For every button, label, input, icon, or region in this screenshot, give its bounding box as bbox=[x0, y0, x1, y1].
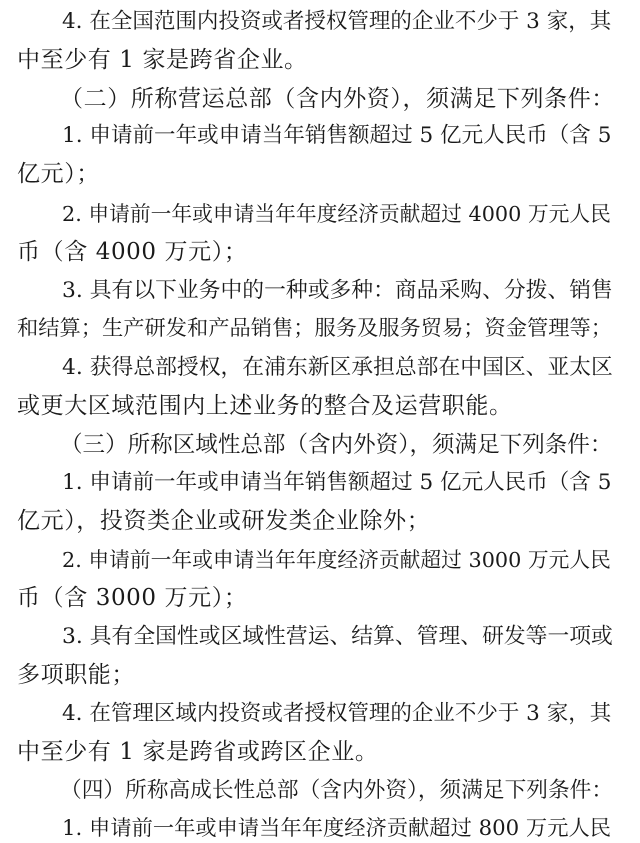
text-line: 和结算；生产研发和产品销售；服务及服务贸易；资金管理等； bbox=[17, 316, 613, 341]
text-line: 2. 申请前一年或申请当年年度经济贡献超过 4000 万元人民 bbox=[62, 202, 611, 226]
text-line: 1. 申请前一年或申请当年销售额超过 5 亿元人民币（含 5 bbox=[62, 470, 612, 495]
text-line: 币（含 4000 万元）； bbox=[17, 239, 248, 265]
text-line: 亿元）； bbox=[17, 161, 100, 187]
section-heading: （二）所称营运总部（含内外资），须满足下列条件： bbox=[60, 86, 615, 112]
text-line: 4. 获得总部授权，在浦东新区承担总部在中国区、亚太区 bbox=[62, 355, 613, 380]
text-line: 多项职能； bbox=[17, 662, 135, 688]
text-line: 或更大区域范围内上述业务的整合及运营职能。 bbox=[17, 393, 513, 419]
text-line: 亿元），投资类企业或研发类企业除外； bbox=[17, 508, 431, 534]
text-line: 3. 具有全国性或区域性营运、结算、管理、研发等一项或 bbox=[62, 624, 613, 649]
text-line: 4. 在全国范围内投资或者授权管理的企业不少于 3 家，其 bbox=[62, 9, 612, 34]
text-line: 币（含 3000 万元）； bbox=[17, 585, 248, 611]
text-line: 4. 在管理区域内投资或者授权管理的企业不少于 3 家，其 bbox=[62, 701, 612, 726]
text-line: 1. 申请前一年或申请当年年度经济贡献超过 800 万元人民 bbox=[62, 816, 611, 841]
section-heading: （三）所称区域性总部（含内外资），须满足下列条件： bbox=[60, 432, 613, 458]
text-line: 中至少有 1 家是跨省企业。 bbox=[17, 47, 308, 73]
section-heading: （四）所称高成长性总部（含内外资），须满足下列条件： bbox=[60, 778, 614, 803]
text-line: 中至少有 1 家是跨省或跨区企业。 bbox=[17, 739, 379, 765]
text-line: 3. 具有以下业务中的一种或多种：商品采购、分拨、销售 bbox=[62, 278, 613, 303]
text-line: 1. 申请前一年或申请当年销售额超过 5 亿元人民币（含 5 bbox=[62, 123, 612, 148]
text-line: 2. 申请前一年或申请当年年度经济贡献超过 3000 万元人民 bbox=[62, 548, 611, 572]
